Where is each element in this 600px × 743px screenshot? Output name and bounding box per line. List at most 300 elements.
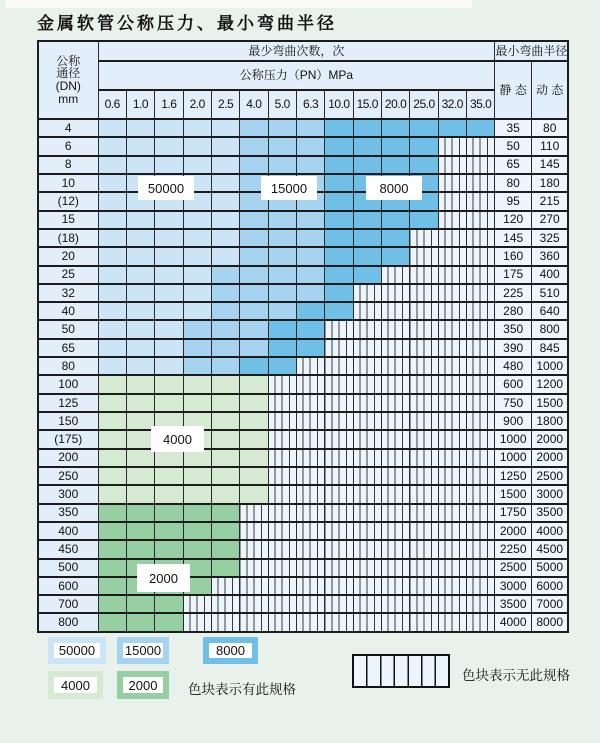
- no-spec-cell: [296, 412, 324, 430]
- spec-cell: [381, 229, 409, 247]
- no-spec-cell: [381, 613, 409, 631]
- spec-table: [37, 40, 569, 633]
- no-spec-cell: [410, 559, 438, 577]
- dn-cell: 150: [38, 412, 98, 430]
- no-spec-cell: [353, 302, 381, 320]
- no-spec-cell: [466, 247, 494, 265]
- spec-cell: [211, 266, 239, 284]
- spec-cell: [126, 302, 154, 320]
- no-spec-cell: [438, 211, 466, 229]
- dn-cell: 400: [38, 522, 98, 540]
- spec-cell: [296, 211, 324, 229]
- no-spec-cell: [296, 504, 324, 522]
- no-spec-cell: [381, 320, 409, 338]
- spec-cell: [183, 504, 211, 522]
- spec-cell: [98, 412, 126, 430]
- spec-cell: [211, 430, 239, 448]
- spec-cell: [98, 449, 126, 467]
- spec-cell: [155, 156, 183, 174]
- no-spec-cell: [438, 394, 466, 412]
- spec-cell: [268, 229, 296, 247]
- dynamic-value-cell: 4000: [532, 522, 569, 540]
- no-spec-cell: [381, 375, 409, 393]
- cycle-label-15000: 15000: [261, 176, 317, 200]
- spec-cell: [98, 229, 126, 247]
- no-spec-cell: [325, 467, 353, 485]
- spec-cell: [240, 357, 268, 375]
- spec-cell: [211, 211, 239, 229]
- table-row: [38, 613, 568, 631]
- no-spec-cell: [381, 522, 409, 540]
- spec-cell: [296, 320, 324, 338]
- dn-cell: 80: [38, 357, 98, 375]
- no-spec-cell: [410, 522, 438, 540]
- no-spec-cell: [466, 192, 494, 210]
- spec-cell: [268, 266, 296, 284]
- spec-cell: [183, 540, 211, 558]
- spec-cell: [126, 339, 154, 357]
- dynamic-value-cell: 510: [532, 284, 569, 302]
- no-spec-cell: [296, 595, 324, 613]
- spec-cell: [268, 320, 296, 338]
- dynamic-value-cell: 215: [532, 192, 569, 210]
- static-value-cell: 175: [495, 266, 532, 284]
- no-spec-cell: [438, 156, 466, 174]
- spec-cell: [155, 540, 183, 558]
- table-row: [38, 320, 568, 338]
- spec-cell: [183, 467, 211, 485]
- spec-cell: [296, 229, 324, 247]
- no-spec-cell: [381, 357, 409, 375]
- table-row: [38, 137, 568, 155]
- static-value-cell: 600: [495, 375, 532, 393]
- no-spec-cell: [325, 412, 353, 430]
- no-spec-cell: [325, 394, 353, 412]
- spec-cell: [211, 449, 239, 467]
- spec-cell: [381, 156, 409, 174]
- no-spec-cell: [240, 540, 268, 558]
- dynamic-value-cell: 360: [532, 247, 569, 265]
- spec-cell: [183, 266, 211, 284]
- no-spec-cell: [325, 540, 353, 558]
- spec-cell: [325, 137, 353, 155]
- pressure-header: 公称压力（PN）MPa: [98, 61, 495, 90]
- spec-cell: [211, 302, 239, 320]
- no-spec-cell: [296, 467, 324, 485]
- pressure-value-header: 1.0: [126, 90, 154, 119]
- pressure-value-header: 32.0: [438, 90, 466, 119]
- static-value-cell: 750: [495, 394, 532, 412]
- no-spec-cell: [325, 339, 353, 357]
- static-value-cell: 1500: [495, 485, 532, 503]
- no-spec-cell: [466, 504, 494, 522]
- legend-swatch-2000: [117, 671, 169, 699]
- no-spec-cell: [466, 375, 494, 393]
- no-spec-cell: [240, 595, 268, 613]
- no-spec-cell: [296, 559, 324, 577]
- legend-swatch-8000: [203, 637, 258, 664]
- spec-cell: [381, 137, 409, 155]
- spec-cell: [325, 192, 353, 210]
- no-spec-cell: [211, 613, 239, 631]
- spec-cell: [98, 174, 126, 192]
- spec-cell: [98, 504, 126, 522]
- table-row: [38, 156, 568, 174]
- dynamic-value-cell: 3000: [532, 485, 569, 503]
- dn-cell: 125: [38, 394, 98, 412]
- no-spec-cell: [438, 485, 466, 503]
- spec-cell: [126, 394, 154, 412]
- no-spec-cell: [438, 284, 466, 302]
- no-spec-cell: [410, 229, 438, 247]
- no-spec-cell: [466, 357, 494, 375]
- spec-cell: [211, 485, 239, 503]
- dynamic-value-cell: 8000: [532, 613, 569, 631]
- spec-cell: [155, 284, 183, 302]
- spec-cell: [155, 339, 183, 357]
- dn-cell: 600: [38, 577, 98, 595]
- no-spec-cell: [438, 339, 466, 357]
- spec-cell: [240, 320, 268, 338]
- no-spec-cell: [410, 412, 438, 430]
- pressure-value-header: 20.0: [381, 90, 409, 119]
- static-value-cell: 145: [495, 229, 532, 247]
- no-spec-cell: [438, 320, 466, 338]
- no-spec-cell: [325, 613, 353, 631]
- spec-cell: [155, 357, 183, 375]
- spec-cell: [211, 357, 239, 375]
- spec-cell: [98, 247, 126, 265]
- no-spec-cell: [466, 339, 494, 357]
- spec-cell: [240, 467, 268, 485]
- spec-cell: [155, 467, 183, 485]
- dynamic-value-cell: 6000: [532, 577, 569, 595]
- dynamic-value-cell: 145: [532, 156, 569, 174]
- dynamic-value-cell: 3500: [532, 504, 569, 522]
- static-value-cell: 2000: [495, 522, 532, 540]
- table-row: [38, 394, 568, 412]
- no-spec-cell: [296, 449, 324, 467]
- no-spec-cell: [183, 595, 211, 613]
- spec-cell: [325, 266, 353, 284]
- dynamic-value-cell: 5000: [532, 559, 569, 577]
- no-spec-cell: [466, 577, 494, 595]
- dn-cell: 50: [38, 320, 98, 338]
- spec-cell: [240, 211, 268, 229]
- no-spec-cell: [353, 375, 381, 393]
- table-row: [38, 211, 568, 229]
- spec-cell: [240, 449, 268, 467]
- bend-cycles-header: 最少弯曲次数，次: [98, 41, 495, 61]
- spec-cell: [438, 119, 466, 137]
- legend-swatch-50000: [48, 637, 106, 664]
- no-spec-cell: [381, 266, 409, 284]
- no-spec-cell: [438, 559, 466, 577]
- spec-cell: [211, 559, 239, 577]
- spec-cell: [296, 247, 324, 265]
- spec-cell: [325, 247, 353, 265]
- no-spec-cell: [353, 284, 381, 302]
- dn-cell: 800: [38, 613, 98, 631]
- no-spec-cell: [353, 357, 381, 375]
- no-spec-cell: [466, 540, 494, 558]
- no-spec-cell: [325, 357, 353, 375]
- spec-cell: [211, 467, 239, 485]
- dn-header-cell: 公称 通径 (DN) mm: [38, 41, 98, 119]
- dynamic-value-cell: 400: [532, 266, 569, 284]
- spec-cell: [381, 247, 409, 265]
- legend-swatch-label: 8000: [216, 643, 245, 658]
- no-spec-cell: [268, 449, 296, 467]
- spec-cell: [98, 284, 126, 302]
- no-spec-cell: [211, 595, 239, 613]
- dn-cell: 25: [38, 266, 98, 284]
- cycle-label-4000: 4000: [151, 426, 204, 452]
- no-spec-cell: [466, 302, 494, 320]
- spec-cell: [211, 339, 239, 357]
- no-spec-cell: [381, 430, 409, 448]
- spec-cell: [98, 467, 126, 485]
- spec-cell: [183, 211, 211, 229]
- no-spec-cell: [240, 559, 268, 577]
- no-spec-cell: [410, 320, 438, 338]
- no-spec-cell: [410, 284, 438, 302]
- spec-cell: [211, 284, 239, 302]
- spec-cell: [126, 375, 154, 393]
- table-row: [38, 522, 568, 540]
- pressure-value-header: 10.0: [325, 90, 353, 119]
- spec-cell: [211, 504, 239, 522]
- spec-cell: [268, 339, 296, 357]
- spec-cell: [98, 540, 126, 558]
- no-spec-cell: [438, 302, 466, 320]
- spec-cell: [211, 119, 239, 137]
- table-row: [38, 119, 568, 137]
- no-spec-cell: [438, 540, 466, 558]
- spec-cell: [240, 412, 268, 430]
- spec-cell: [353, 156, 381, 174]
- spec-cell: [410, 137, 438, 155]
- table-row: [38, 430, 568, 448]
- table-row: [38, 412, 568, 430]
- spec-cell: [353, 211, 381, 229]
- spec-cell: [325, 302, 353, 320]
- spec-cell: [381, 119, 409, 137]
- spec-cell: [183, 320, 211, 338]
- spec-cell: [325, 119, 353, 137]
- cycle-label-50000: 50000: [138, 176, 194, 200]
- no-spec-cell: [438, 357, 466, 375]
- dn-cell: 100: [38, 375, 98, 393]
- no-spec-cell: [466, 412, 494, 430]
- no-spec-cell: [296, 613, 324, 631]
- spec-cell: [211, 192, 239, 210]
- pressure-value-header: 35.0: [466, 90, 494, 119]
- no-spec-cell: [353, 504, 381, 522]
- spec-cell: [98, 156, 126, 174]
- spec-cell: [211, 174, 239, 192]
- no-spec-cell: [296, 540, 324, 558]
- spec-cell: [240, 302, 268, 320]
- static-value-cell: 80: [495, 174, 532, 192]
- spec-cell: [98, 192, 126, 210]
- no-spec-cell: [268, 485, 296, 503]
- static-value-cell: 225: [495, 284, 532, 302]
- spec-cell: [410, 211, 438, 229]
- spec-cell: [126, 467, 154, 485]
- spec-cell: [353, 266, 381, 284]
- spec-cell: [98, 394, 126, 412]
- no-spec-cell: [438, 577, 466, 595]
- dn-cell: 32: [38, 284, 98, 302]
- table-row: [38, 595, 568, 613]
- no-spec-cell: [381, 577, 409, 595]
- spec-cell: [268, 302, 296, 320]
- spec-cell: [126, 485, 154, 503]
- spec-cell: [155, 504, 183, 522]
- dn-cell: (175): [38, 430, 98, 448]
- no-spec-cell: [268, 394, 296, 412]
- static-value-cell: 4000: [495, 613, 532, 631]
- dn-cell: 20: [38, 247, 98, 265]
- legend-swatch-label: 15000: [124, 643, 162, 658]
- no-spec-cell: [410, 247, 438, 265]
- spec-cell: [211, 156, 239, 174]
- no-spec-cell: [381, 412, 409, 430]
- no-spec-cell: [353, 430, 381, 448]
- no-spec-cell: [438, 229, 466, 247]
- no-spec-cell: [268, 430, 296, 448]
- static-value-cell: 1750: [495, 504, 532, 522]
- no-spec-cell: [466, 229, 494, 247]
- static-value-cell: 120: [495, 211, 532, 229]
- no-spec-cell: [268, 522, 296, 540]
- no-spec-cell: [268, 467, 296, 485]
- spec-cell: [240, 375, 268, 393]
- spec-cell: [240, 394, 268, 412]
- scan-artifact-strip: [6, 0, 472, 8]
- spec-cell: [268, 247, 296, 265]
- table-row: [38, 540, 568, 558]
- page-title: 金属软管公称压力、最小弯曲半径: [37, 14, 337, 34]
- static-value-cell: 65: [495, 156, 532, 174]
- spec-cell: [155, 375, 183, 393]
- spec-cell: [98, 339, 126, 357]
- no-spec-cell: [353, 449, 381, 467]
- cycle-label-2000: 2000: [137, 564, 190, 592]
- no-spec-cell: [466, 430, 494, 448]
- dn-cell: 450: [38, 540, 98, 558]
- spec-cell: [296, 339, 324, 357]
- spec-cell: [381, 211, 409, 229]
- spec-cell: [183, 339, 211, 357]
- spec-cell: [126, 156, 154, 174]
- no-spec-cell: [296, 577, 324, 595]
- no-spec-cell: [183, 613, 211, 631]
- spec-cell: [126, 247, 154, 265]
- spec-cell: [296, 284, 324, 302]
- no-spec-cell: [438, 266, 466, 284]
- spec-cell: [126, 357, 154, 375]
- spec-cell: [98, 320, 126, 338]
- no-spec-cell: [410, 577, 438, 595]
- legend-swatch-label: 50000: [58, 643, 96, 658]
- dynamic-value-cell: 2500: [532, 467, 569, 485]
- spec-cell: [325, 174, 353, 192]
- no-spec-cell: [381, 449, 409, 467]
- spec-cell: [155, 229, 183, 247]
- spec-cell: [183, 522, 211, 540]
- static-value-cell: 1000: [495, 449, 532, 467]
- spec-cell: [155, 595, 183, 613]
- no-spec-cell: [410, 339, 438, 357]
- table-row: [38, 504, 568, 522]
- no-spec-cell: [438, 522, 466, 540]
- no-spec-cell: [466, 613, 494, 631]
- spec-cell: [183, 119, 211, 137]
- pressure-value-header: 2.5: [211, 90, 239, 119]
- spec-cell: [126, 540, 154, 558]
- no-spec-cell: [240, 522, 268, 540]
- static-value-cell: 350: [495, 320, 532, 338]
- spec-cell: [296, 156, 324, 174]
- dn-cell: 250: [38, 467, 98, 485]
- spec-cell: [183, 302, 211, 320]
- no-spec-cell: [466, 485, 494, 503]
- no-spec-cell: [325, 522, 353, 540]
- no-spec-cell: [410, 357, 438, 375]
- no-spec-cell: [353, 540, 381, 558]
- no-spec-cell: [410, 430, 438, 448]
- dynamic-value-cell: 7000: [532, 595, 569, 613]
- spec-cell: [183, 357, 211, 375]
- no-spec-cell: [410, 467, 438, 485]
- static-value-cell: 900: [495, 412, 532, 430]
- no-spec-cell: [438, 375, 466, 393]
- static-value-cell: 95: [495, 192, 532, 210]
- no-spec-cell: [410, 504, 438, 522]
- spec-cell: [98, 595, 126, 613]
- no-spec-cell: [466, 266, 494, 284]
- dynamic-value-cell: 2000: [532, 449, 569, 467]
- pressure-value-header: 5.0: [268, 90, 296, 119]
- spec-cell: [126, 119, 154, 137]
- legend-swatch-label: 4000: [61, 677, 90, 693]
- spec-cell: [155, 211, 183, 229]
- no-spec-cell: [466, 211, 494, 229]
- static-value-cell: 1250: [495, 467, 532, 485]
- no-spec-note: 色块表示无此规格: [462, 668, 570, 683]
- no-spec-cell: [211, 577, 239, 595]
- pressure-value-header: 1.6: [155, 90, 183, 119]
- dn-cell: 200: [38, 449, 98, 467]
- dn-cell: 500: [38, 559, 98, 577]
- spec-cell: [240, 229, 268, 247]
- spec-cell: [98, 577, 126, 595]
- no-spec-cell: [410, 394, 438, 412]
- no-spec-cell: [438, 412, 466, 430]
- spec-cell: [296, 302, 324, 320]
- no-spec-cell: [438, 247, 466, 265]
- spec-cell: [268, 156, 296, 174]
- no-spec-cell: [381, 485, 409, 503]
- no-spec-cell: [296, 522, 324, 540]
- no-spec-cell: [296, 430, 324, 448]
- no-spec-cell: [268, 595, 296, 613]
- spec-cell: [240, 430, 268, 448]
- no-spec-cell: [381, 559, 409, 577]
- spec-cell: [268, 284, 296, 302]
